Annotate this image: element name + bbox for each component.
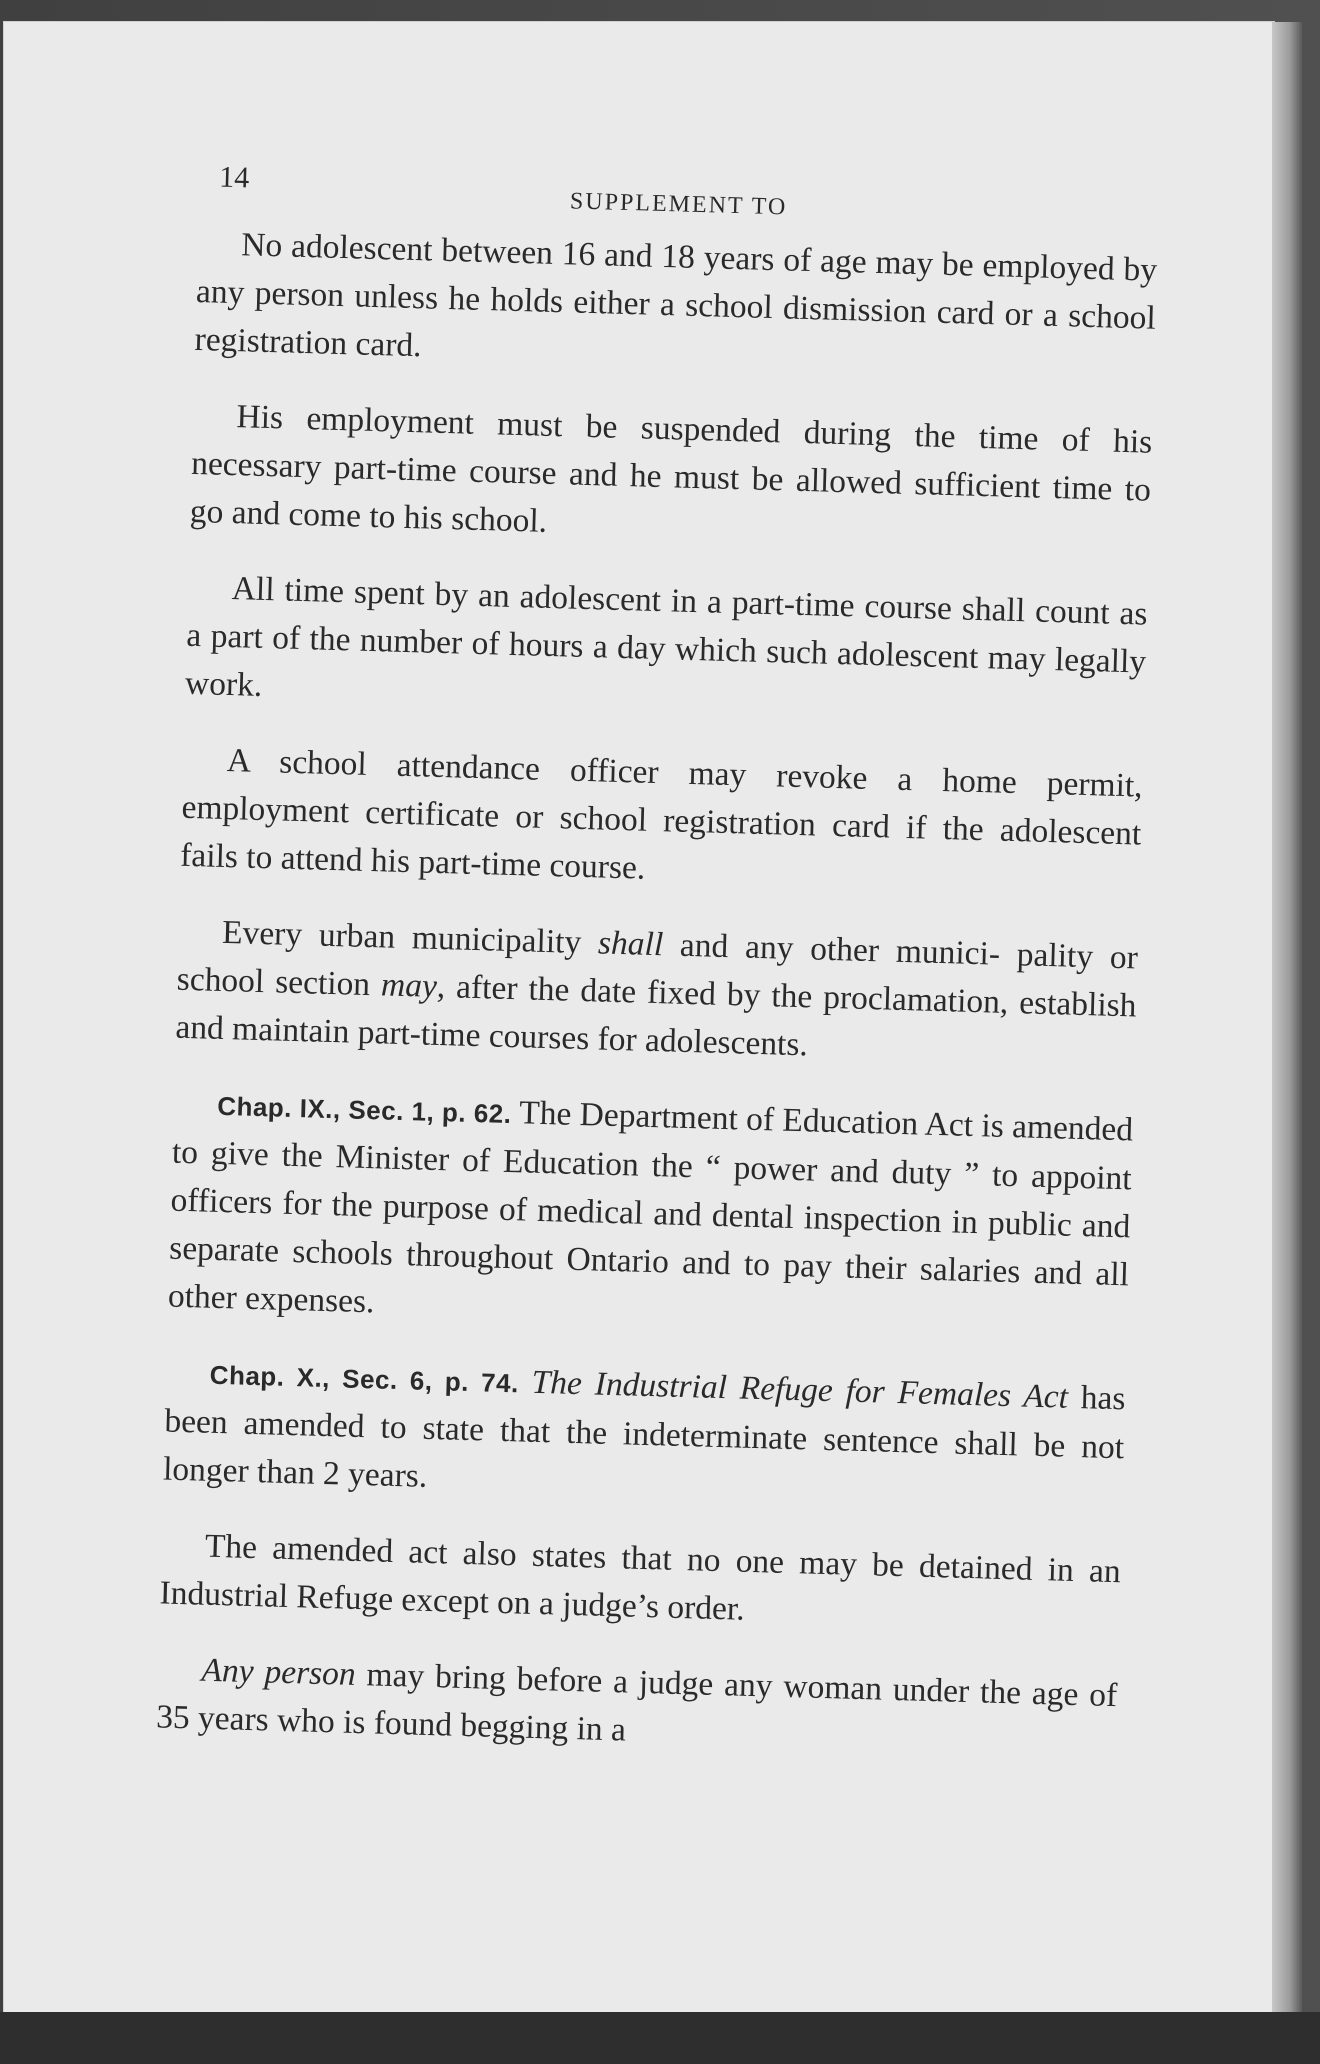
page-edge (1272, 22, 1302, 2022)
emphasis-any-person: Any person (201, 1651, 357, 1693)
paragraph-6 (167, 1080, 1133, 1348)
paragraph-2 (189, 392, 1153, 563)
paragraph-text: may bring before a judge any woman under the age of 35 years who is found begging in a (155, 1655, 1118, 1749)
page-number: 14 (218, 160, 250, 195)
paragraph-text-part: Every urban municipality (221, 913, 599, 962)
paragraph-4 (180, 736, 1144, 907)
chapter-reference: Chap. X., Sec. 6, p. 74. (209, 1359, 520, 1399)
chapter-reference: Chap. IX., Sec. 1, p. 62. (216, 1090, 512, 1130)
paragraph-text: His employment must be suspended during the time of his necessary part-time course and he must be allowed sufficient time to go and come to his school. (189, 398, 1153, 540)
page-content (155, 150, 1160, 1796)
paragraph-9 (156, 1645, 1118, 1768)
paragraph-text: All time spent by an adolescent in a part-time course shall count as a part of the number of hours a day which such adolescent may legally work. (184, 570, 1148, 704)
paragraph-text: The amended act also states that no one may be detained in an Industrial Refuge except on a judge’s order. (159, 1527, 1122, 1628)
paragraph-text: The Department of Education Act is amended to give the Minister of Education the “ power and duty ” to appoint officers for the purpose of medical and dental inspection in public and separate schools throughout Ontario and to pay their salaries and all other expenses. (167, 1094, 1134, 1321)
paragraph-8 (159, 1521, 1121, 1644)
act-title: The Industrial Refuge for Females Act (531, 1363, 1069, 1416)
paragraph-text: No adolescent between 16 and 18 years of age may be employed by any person unless he holds either a school dismission card or a school registration card. (194, 226, 1158, 365)
paragraph-text-part: and any other munici- pality or school section (176, 926, 1139, 1004)
emphasis-shall: shall (597, 924, 664, 964)
paragraph-1 (194, 220, 1158, 391)
paragraph-3 (184, 564, 1148, 735)
paragraph-text: has been amended to state that the indeterminate sentence shall be not longer than 2 years. (162, 1378, 1127, 1495)
paragraph-5 (175, 908, 1139, 1079)
paragraph-7 (162, 1349, 1126, 1521)
paragraph-text-part: , after the date fixed by the proclamation, establish and maintain part-time courses for adolescents. (174, 967, 1137, 1064)
scan-bottom-shadow (0, 2012, 1320, 2064)
emphasis-may: may (380, 966, 438, 1005)
running-head: SUPPLEMENT TO (569, 188, 788, 221)
paragraph-text: A school attendance officer may revoke a home permit, employment certificate or school registration card if the adolescent fails to attend his part-time course. (179, 741, 1144, 887)
